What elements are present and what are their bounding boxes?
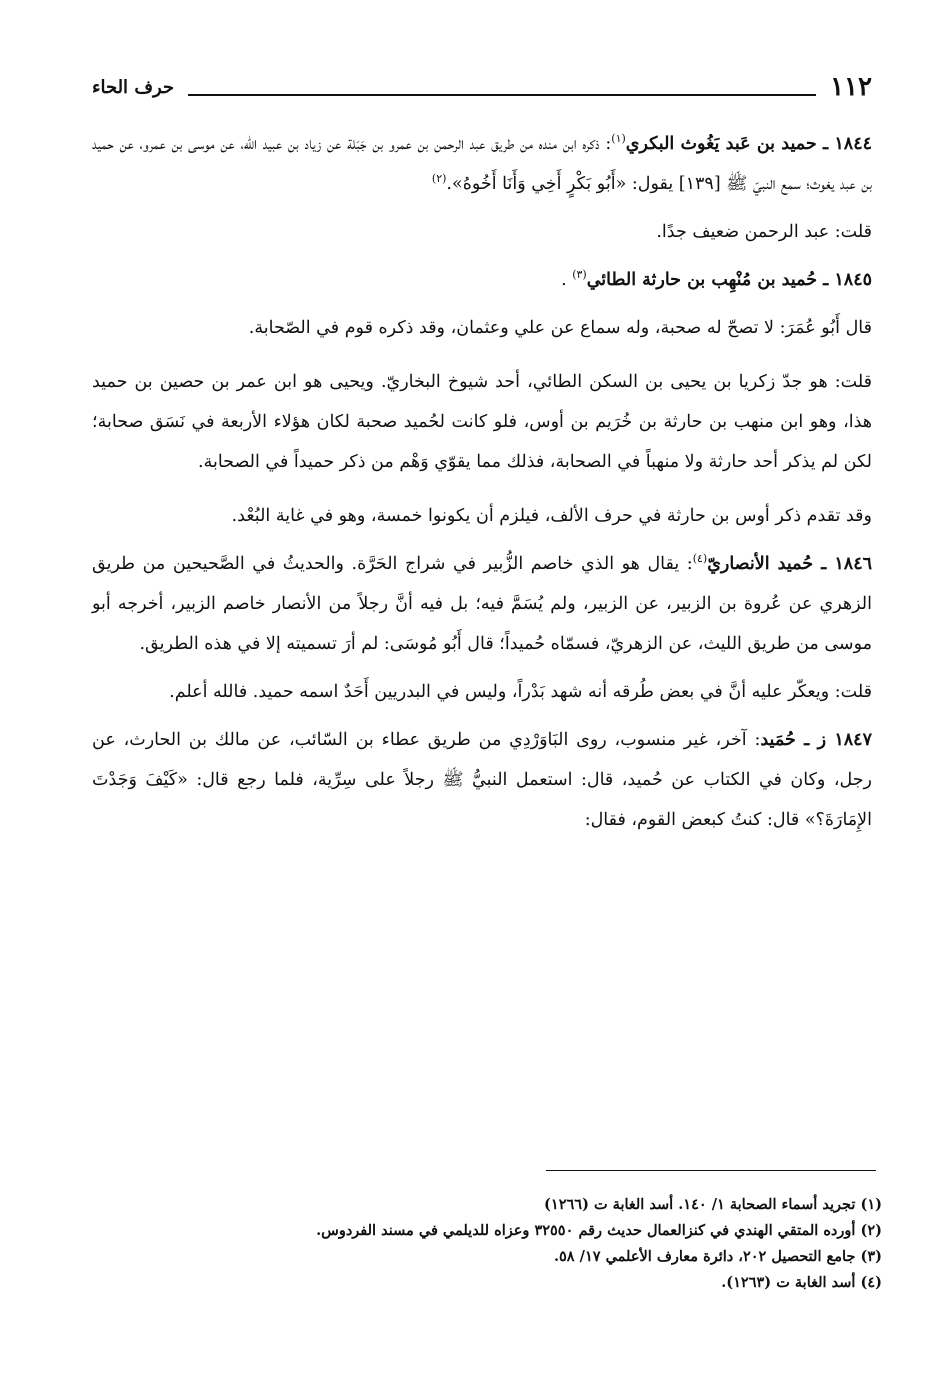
entry-1847 bbox=[92, 720, 872, 840]
footnote-ref: (٤) bbox=[692, 552, 708, 566]
paragraph: وقد تقدم ذكر أوس بن حارثة في حرف الألف، فيلزم أن يكونوا خمسة، وهو في غاية البُعْد. bbox=[231, 506, 872, 526]
entry-heading: ١٨٤٦ ـ حُميد الأنصاريّ bbox=[707, 554, 872, 574]
entry-text: : ذكره ابن منده من طريق عبد الرحمن بن عمرو بن جَبَلة عن زياد بن عبيد الله، عن موسى بن عمرو، عن حميد بن عبد يغوث؛ سمع النبيّ ﷺ [١٣٩] يقول: «أَبُو بَكْرٍ أَخِي وَأَنَا أَخُوهُ». bbox=[92, 134, 872, 194]
footnote: (٤) أسد الغابة ت (١٢٦٣). bbox=[721, 1274, 882, 1291]
entry-1846 bbox=[92, 544, 872, 664]
entry-heading: ١٨٤٤ ـ حميد بن عَبد يَغُوث البكري bbox=[625, 134, 872, 154]
page-number: ١١٢ bbox=[830, 72, 872, 102]
entry-text: : يقال هو الذي خاصم الزُّبير في شراج الحَرَّة. والحديثُ في الصَّحيحين من طريق الزهري عن عُروة بن الزبير، عن الزبير، ولم يُسَمَّ فيه؛ بل فيه أنَّ رجلاً من الأنصار خاصم الزبير، أخرجه أبو موسى من طريق الليث، عن الزهريّ، فسمّاه حُميداً؛ قال أَبُو مُوسَى: لم أرَ تسميته إلا في هذه الطريق. bbox=[92, 554, 872, 654]
footnote-ref: (١) bbox=[611, 132, 626, 146]
paragraph: قلت: هو جدّ زكريا بن يحيى بن السكن الطائي، أحد شيوخ البخاريّ. ويحيى هو ابن عمر بن حصين بن حميد هذا، وهو ابن منهب بن حارثة بن خُرَيم بن أوس، فلو كانت لحُميد صحبة لكان هؤلاء الأربعة في نَسَق صحابة؛ لكن لم يذكر أحد حارثة ولا منهباً في الصحابة، فذلك مما يقوّي وَهْم من ذكر حميداً في الصحابة. bbox=[92, 372, 873, 472]
main-text bbox=[92, 124, 872, 848]
entry-heading: ١٨٤٧ ز ـ حُمَيد bbox=[760, 730, 872, 750]
header-rule bbox=[188, 94, 816, 96]
entry-1844 bbox=[92, 124, 872, 204]
entry-text: : آخر، غير منسوب، روى البَاوَرْدِي من طريق عطاء بن السّائب، عن مالك بن الحارث، عن رجل، وكان في الكتاب عن حُميد، قال: استعمل النبيُّ ﷺ رجلاً على سِرِّية، فلما رجع قال: «كَيْفَ وَجَدْتَ الإِمَارَةَ؟» قال: كنتُ كبعض القوم، فقال: bbox=[92, 730, 872, 830]
paragraph: قلت: ويعكّر عليه أنَّ في بعض طُرقه أنه شهد بَدْراً، وليس في البدريين أَحَدٌ اسمه حميد. فالله أعلم. bbox=[169, 682, 872, 702]
running-header bbox=[92, 72, 872, 102]
footnote: (٢) أورده المتقي الهندي في كنزالعمال حديث رقم ٣٢٥٥٠ وعزاه للديلمي في مسند الفردوس. bbox=[316, 1222, 882, 1239]
entry-1845 bbox=[92, 260, 872, 300]
entry-heading: ١٨٤٥ ـ حُميد بن مُنْهِب بن حارثة الطائي bbox=[586, 270, 872, 290]
entry-text: . bbox=[561, 270, 573, 290]
footnote-separator bbox=[546, 1170, 876, 1171]
paragraph: قال أَبُو عُمَرَ: لا تصحّ له صحبة، وله سماع عن علي وعثمان، وقد ذكره قوم في الصّحابة. bbox=[248, 318, 872, 338]
footnote-ref: (٢) bbox=[431, 172, 447, 186]
footnote: (٣) جامع التحصيل ٢٠٢، دائرة معارف الأعلمي ١٧/ ٥٨. bbox=[553, 1248, 882, 1265]
footnote-ref: (٣) bbox=[572, 268, 587, 282]
footnote: (١) تجريد أسماء الصحابة ١/ ١٤٠. أسد الغابة ت (١٢٦٦) bbox=[544, 1196, 882, 1213]
running-title: حرف الحاء bbox=[92, 76, 175, 98]
footnotes bbox=[92, 1192, 882, 1296]
note-paragraph: قلت: عبد الرحمن ضعيف جدًا. bbox=[656, 222, 872, 242]
